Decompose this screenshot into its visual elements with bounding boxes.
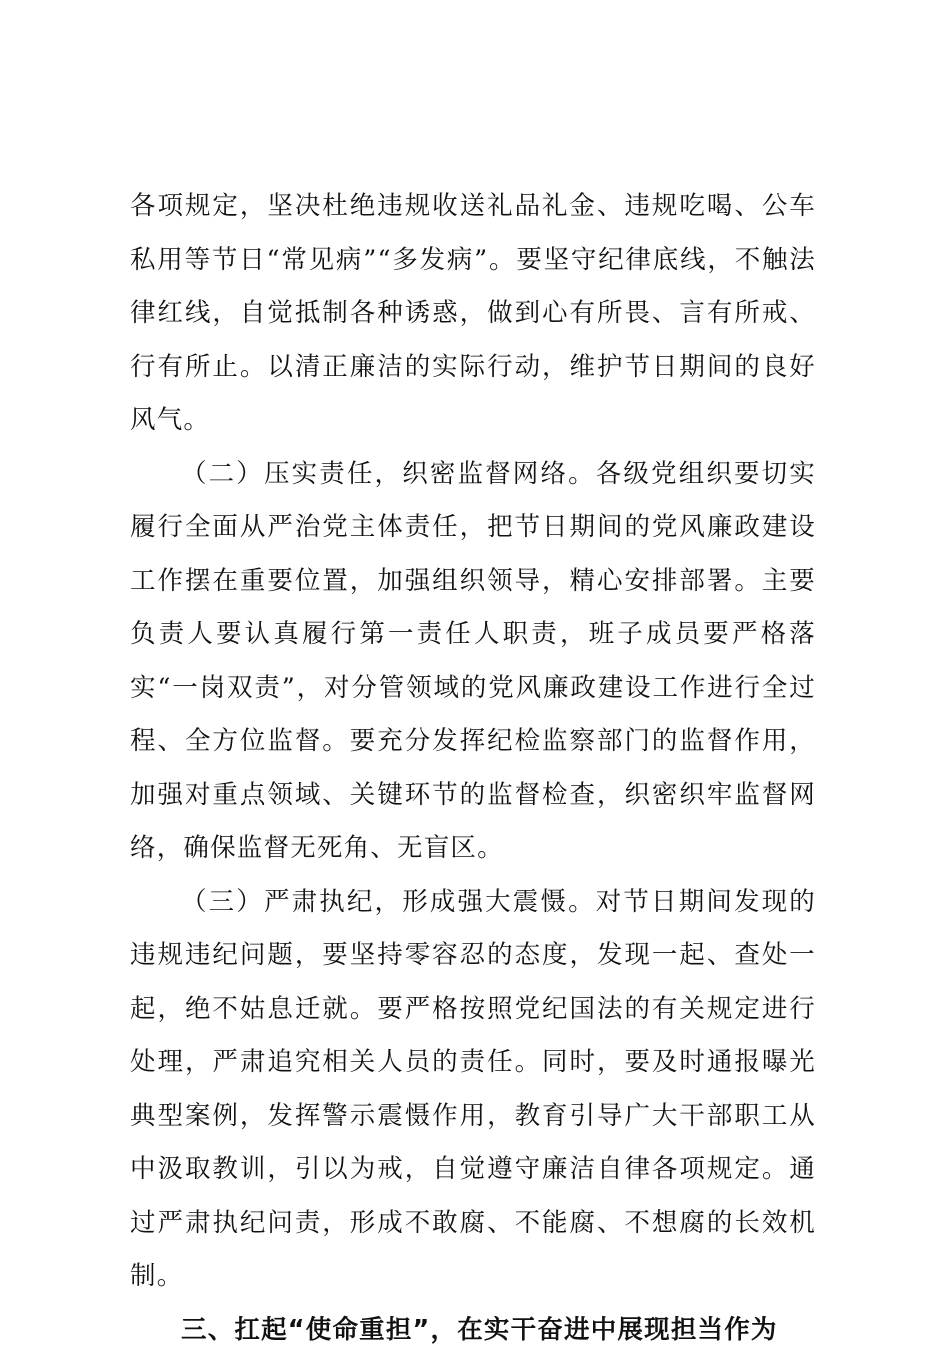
paragraph-section-three: （三）严肃执纪，形成强大震慑。对节日期间发现的违规违纪问题，要坚持零容忍的态度，发现一起、查处一起，绝不姑息迁就。要严格按照党纪国法的有关规定进行处理，严肃追究相关人员的责任。同时，要及时通报曝光典型案例，发挥警示震慑作用，教育引导广大干部职工从中汲取教训，引以为戒，自觉遵守廉洁自律各项规定。通过严肃执纪问责，形成不敢腐、不能腐、不想腐的长效机制。	[130, 876, 816, 1304]
document-body	[130, 180, 816, 1357]
section-heading: 三、扛起“使命重担”，在实干奋进中展现担当作为	[130, 1304, 816, 1357]
paragraph-continued: 各项规定，坚决杜绝违规收送礼品礼金、违规吃喝、公车私用等节日“常见病”“多发病”。要坚守纪律底线，不触法律红线，自觉抵制各种诱惑，做到心有所畏、言有所戒、行有所止。以清正廉洁的实际行动，维护节日期间的良好风气。	[130, 180, 816, 448]
paragraph-section-two: （二）压实责任，织密监督网络。各级党组织要切实履行全面从严治党主体责任，把节日期间的党风廉政建设工作摆在重要位置，加强组织领导，精心安排部署。主要负责人要认真履行第一责任人职责，班子成员要严格落实“一岗双责”，对分管领域的党风廉政建设工作进行全过程、全方位监督。要充分发挥纪检监察部门的监督作用，加强对重点领域、关键环节的监督检查，织密织牢监督网络，确保监督无死角、无盲区。	[130, 448, 816, 876]
